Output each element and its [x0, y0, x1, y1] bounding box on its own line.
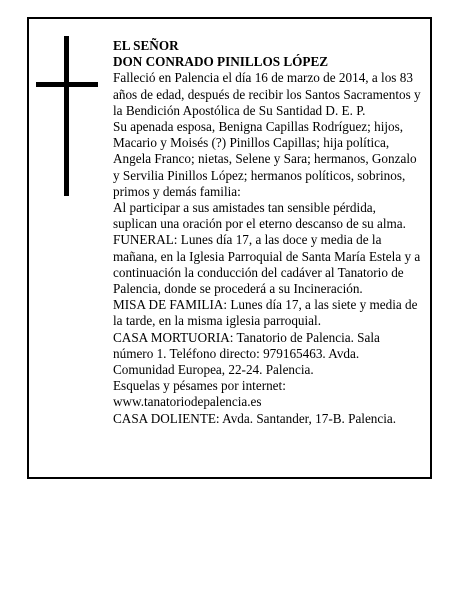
online-condolences: Esquelas y pésames por internet: www.tanatoriodepalencia.es — [113, 378, 286, 410]
prayer-request: Al participar a sus amistades tan sensible pérdida, suplican una oración por el eterno descanso de su alma. — [113, 200, 406, 232]
cross-horizontal-bar — [36, 82, 98, 87]
funeral-home-info: CASA MORTUORIA: Tanatorio de Palencia. Sala número 1. Teléfono directo: 979165463. Avda. Comunidad Europea, 22-24. Palencia. — [113, 329, 380, 378]
cross-vertical-bar — [64, 36, 69, 196]
death-announcement: Falleció en Palencia el día 16 de marzo de 2014, a los 83 años de edad, después de recibir los Santos Sacramentos y la Bendición Apostólica de Su Santidad D. E. P. — [113, 70, 421, 118]
family-list: Su apenada esposa, Benigna Capillas Rodríguez; hijos, Macario y Moisés (?) Pinillos Capillas; hija política, Angela Franco; nietas, Selene y Sara; hermanos, Gonzalo y Servilia Pinillos López; hermanos políticos, sobrinos, primos y demás familia: — [113, 119, 417, 199]
cross-icon — [36, 36, 100, 196]
family-mass-info: MISA DE FAMILIA: Lunes día 17, a las siete y media de la tarde, en la misma iglesia parroquial. — [113, 297, 418, 329]
funeral-info: FUNERAL: Lunes día 17, a las doce y media de la mañana, en la Iglesia Parroquial de Santa María Estela y a continuación la conducción del cadáver al Tanatorio de Palencia, donde se procederá a su Incineración. — [113, 232, 421, 297]
deceased-name: DON CONRADO PINILLOS LÓPEZ — [113, 54, 329, 70]
header-line-1: EL SEÑOR — [113, 38, 179, 53]
family-home-info: CASA DOLIENTE: Avda. Santander, 17-B. Palencia. — [113, 410, 397, 426]
obituary-text — [113, 38, 423, 427]
